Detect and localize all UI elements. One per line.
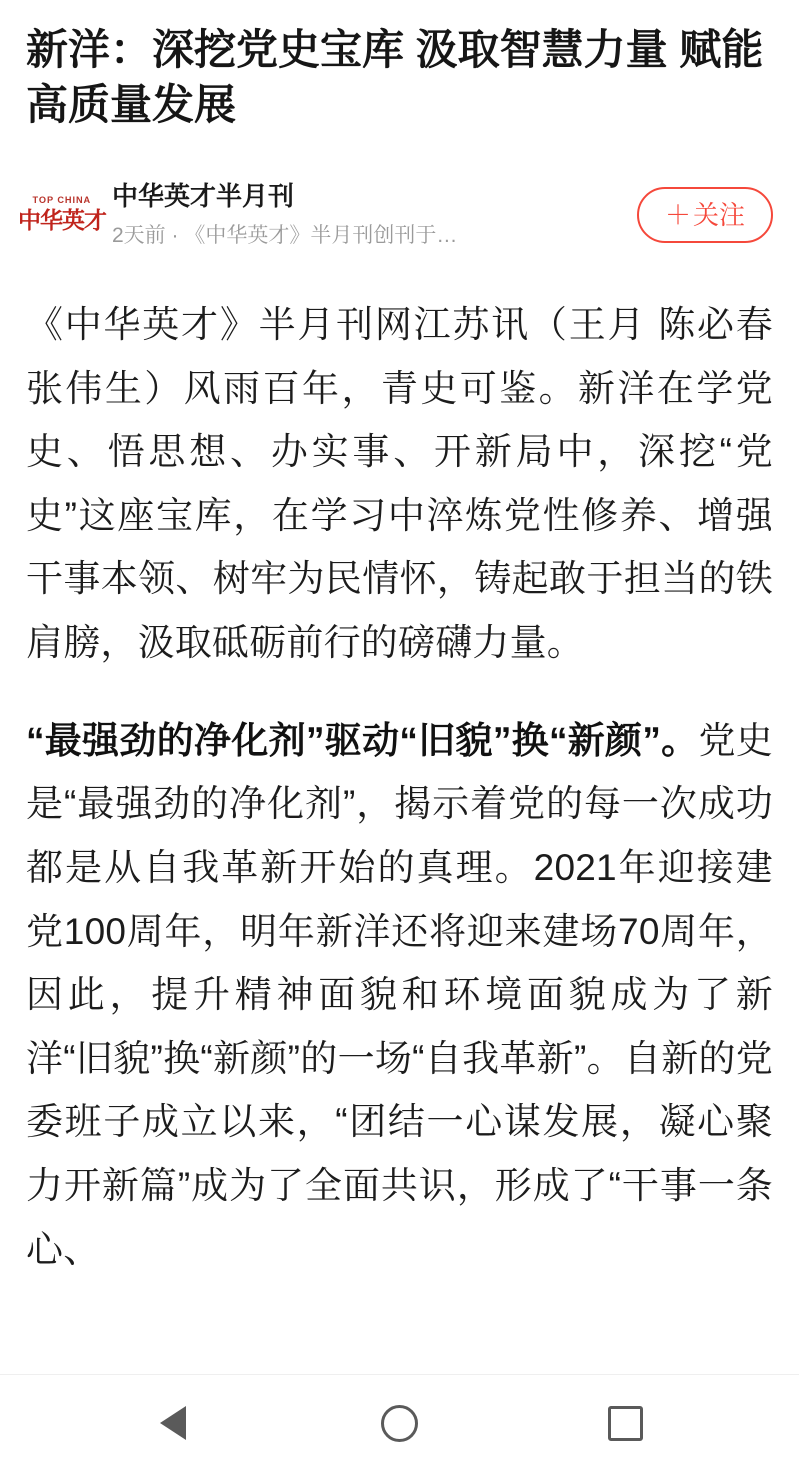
paragraph-text: 《中华英才》半月刊网江苏讯（王月 陈必春 张伟生）风雨百年，青史可鉴。新洋在学党史、悟思想、办实事、开新局中，深挖“党史”这座宝库，在学习中淬炼党性修养、增强干事本领、树牢为民情怀，铸起敢于担当的铁肩膀，汲取砥砺前行的磅礴力量。 xyxy=(26,303,773,663)
back-triangle-icon xyxy=(160,1406,186,1440)
paragraph-text: 党史是“最强劲的净化剂”，揭示着党的每一次成功都是从自我革新开始的真理。2021年迎接建党100周年，明年新洋还将迎来建场70周年，因此，提升精神面貌和环境面貌成为了新洋“旧貌”换“新颜”的一场“自我革新”。自新的党委班子成立以来，“团结一心谋发展，凝心聚力开新篇”成为了全面共识，形成了“干事一条心、 xyxy=(26,719,773,1270)
follow-button[interactable] xyxy=(637,187,773,243)
source-info[interactable] xyxy=(112,181,637,249)
nav-back-button[interactable] xyxy=(138,1388,208,1458)
paragraph xyxy=(26,293,773,675)
nav-home-button[interactable] xyxy=(364,1388,434,1458)
page-title: 新洋：深挖党史宝库 汲取智慧力量 赋能高质量发展 xyxy=(26,26,764,129)
publisher-logo-icon[interactable] xyxy=(18,184,106,246)
system-navigation-bar xyxy=(0,1374,799,1471)
source-row xyxy=(18,177,773,253)
home-circle-icon xyxy=(381,1405,418,1442)
source-meta: 2天前 · 《中华英才》半月刊创刊于… xyxy=(112,223,458,247)
plus-icon: ＋ xyxy=(664,199,691,230)
article-body xyxy=(26,293,773,1281)
paragraph xyxy=(26,709,773,1282)
paragraph-lead: “最强劲的净化剂”驱动“旧貌”换“新颜”。 xyxy=(26,719,699,761)
logo-top-text: TOP CHINA xyxy=(32,195,92,206)
recents-square-icon xyxy=(608,1406,643,1441)
source-name: 中华英才半月刊 xyxy=(112,180,295,211)
follow-button-label: 关注 xyxy=(692,199,745,230)
nav-recents-button[interactable] xyxy=(591,1388,661,1458)
logo-main-text: 中华英才 xyxy=(18,207,106,235)
